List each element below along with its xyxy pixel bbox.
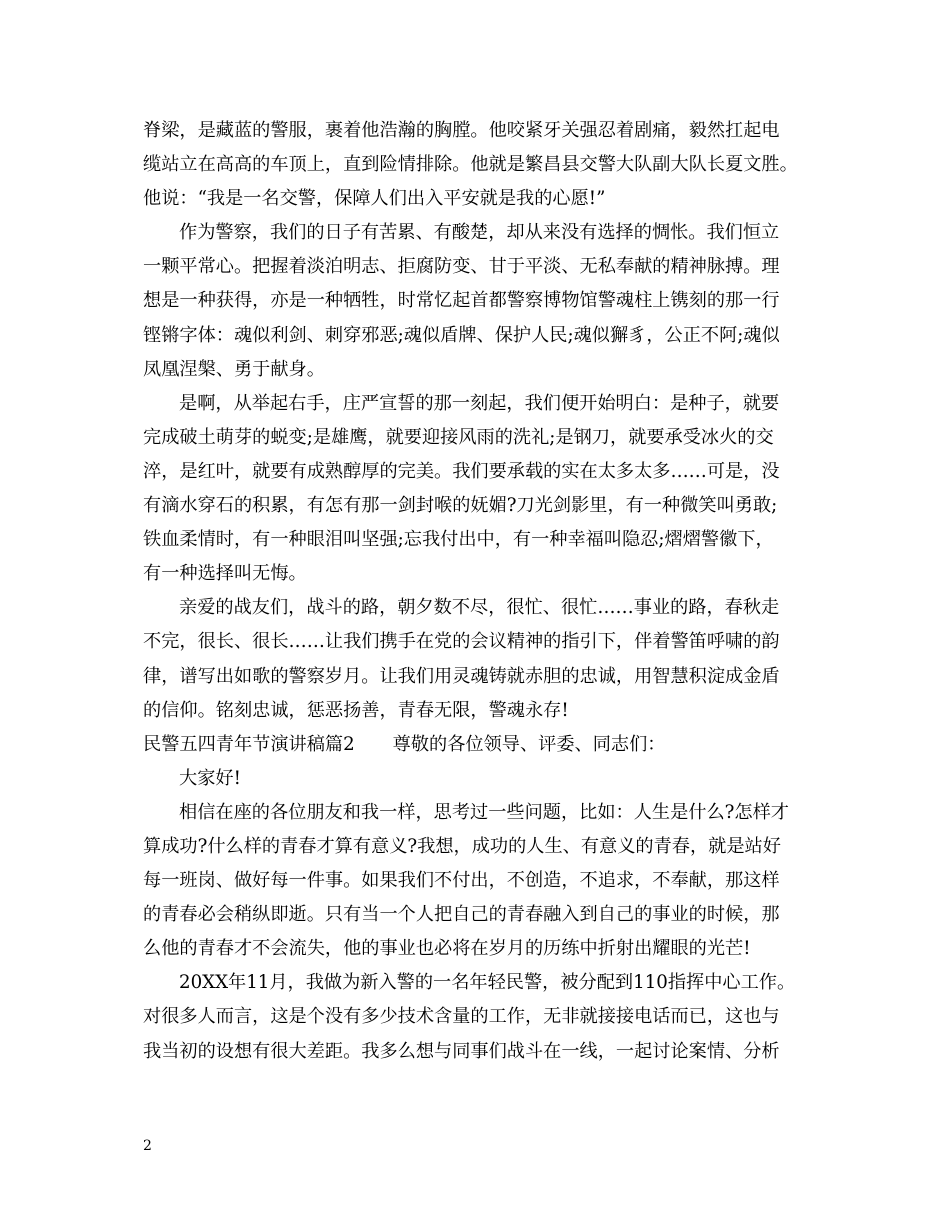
text-line: 淬，是红叶，就要有成熟醇厚的完美。我们要承载的实在太多太多……可是，没 [143,460,780,482]
salutation: 尊敬的各位领导、评委、同志们： [392,733,666,755]
paragraph [143,387,823,592]
text-line: 完成破土萌芽的蜕变;是雄鹰，就要迎接风雨的洗礼;是钢刀，就要承受冰火的交 [143,426,774,448]
document-body [143,114,823,1069]
text-line: 算成功?什么样的青春才算有意义?我想，成功的人生、有意义的青春，就是站好 [143,835,781,857]
paragraph [143,591,823,727]
text-line: 对很多人而言，这是个没有多少技术含量的工作，无非就接接电话而已，这也与 [143,1006,780,1028]
paragraph [143,796,823,966]
text-line: 么他的青春才不会流失，他的事业也必将在岁月的历练中折射出耀眼的光芒! [143,938,751,960]
text-line: 作为警察，我们的日子有苦累、有酸楚，却从来没有选择的惆怅。我们恒立 [179,222,780,244]
text-line: 不完，很长、很长……让我们携手在党的会议精神的指引下，伴着警笛呼啸的韵 [143,631,780,653]
text-line: 相信在座的各位朋友和我一样，思考过一些问题，比如：人生是什么?怎样才 [179,801,789,823]
text-line: 每一班岗、做好每一件事。如果我们不付出，不创造，不追求，不奉献，那这样 [143,870,780,892]
text-line: 大家好! [179,767,241,789]
text-line: 律，谱写出如歌的警察岁月。让我们用灵魂铸就赤胆的忠诚，用智慧积淀成金盾 [143,665,780,687]
text-line: 铁血柔情时，有一种眼泪叫坚强;忘我付出中，有一种幸福叫隐忍;熠熠警徽下， [143,529,774,551]
text-line: 脊梁，是藏蓝的警服，裹着他浩瀚的胸膛。他咬紧牙关强忍着剧痛，毅然扛起电 [143,120,780,141]
section-part-2 [143,762,823,1069]
text-line: 是啊，从举起右手，庄严宣誓的那一刻起，我们便开始明白：是种子，就要 [179,392,780,414]
text-line: 缆站立在高高的车顶上，直到险情排除。他就是繁昌县交警大队副大队长夏文胜。 [143,154,798,176]
text-line: 的青春必会稍纵即逝。只有当一个人把自己的青春融入到自己的事业的时候，那 [143,904,780,926]
text-line: 我当初的设想有很大差距。我多么想与同事们战斗在一线，一起讨论案情、分析 [143,1040,780,1062]
text-line: 有滴水穿石的积累，有怎有那一剑封喉的妩媚?刀光剑影里，有一种微笑叫勇敢; [143,495,778,517]
text-line: 的信仰。铭刻忠诚，惩恶扬善，青春无限，警魂永存! [143,699,569,721]
section-part-1 [143,114,823,728]
text-line: 有一种选择叫无悔。 [143,563,307,585]
paragraph [143,216,823,386]
paragraph [143,762,823,796]
section-heading [143,728,823,762]
text-line: 他说：“我是一名交警，保障人们出入平安就是我的心愿!” [143,188,606,210]
paragraph [143,114,823,216]
page-number: 2 [143,1138,152,1154]
text-line: 一颗平常心。把握着淡泊明志、拒腐防变、甘于平淡、无私奉献的精神脉搏。理 [143,256,780,278]
text-line: 20XX年11月，我做为新入警的一名年轻民警，被分配到110指挥中心工作。 [179,972,796,994]
text-line: 铿锵字体：魂似利剑、刺穿邪恶;魂似盾牌、保护人民;魂似獬豸，公正不阿;魂似 [143,324,780,346]
section-title: 民警五四青年节演讲稿篇2 [143,733,355,755]
text-line: 亲爱的战友们，战斗的路，朝夕数不尽，很忙、很忙……事业的路，春秋走 [179,597,780,619]
paragraph [143,966,823,1068]
text-line: 想是一种获得，亦是一种牺牲，时常忆起首都警察博物馆警魂柱上镌刻的那一行 [143,290,780,312]
text-line: 凤凰涅槃、勇于献身。 [143,358,325,380]
